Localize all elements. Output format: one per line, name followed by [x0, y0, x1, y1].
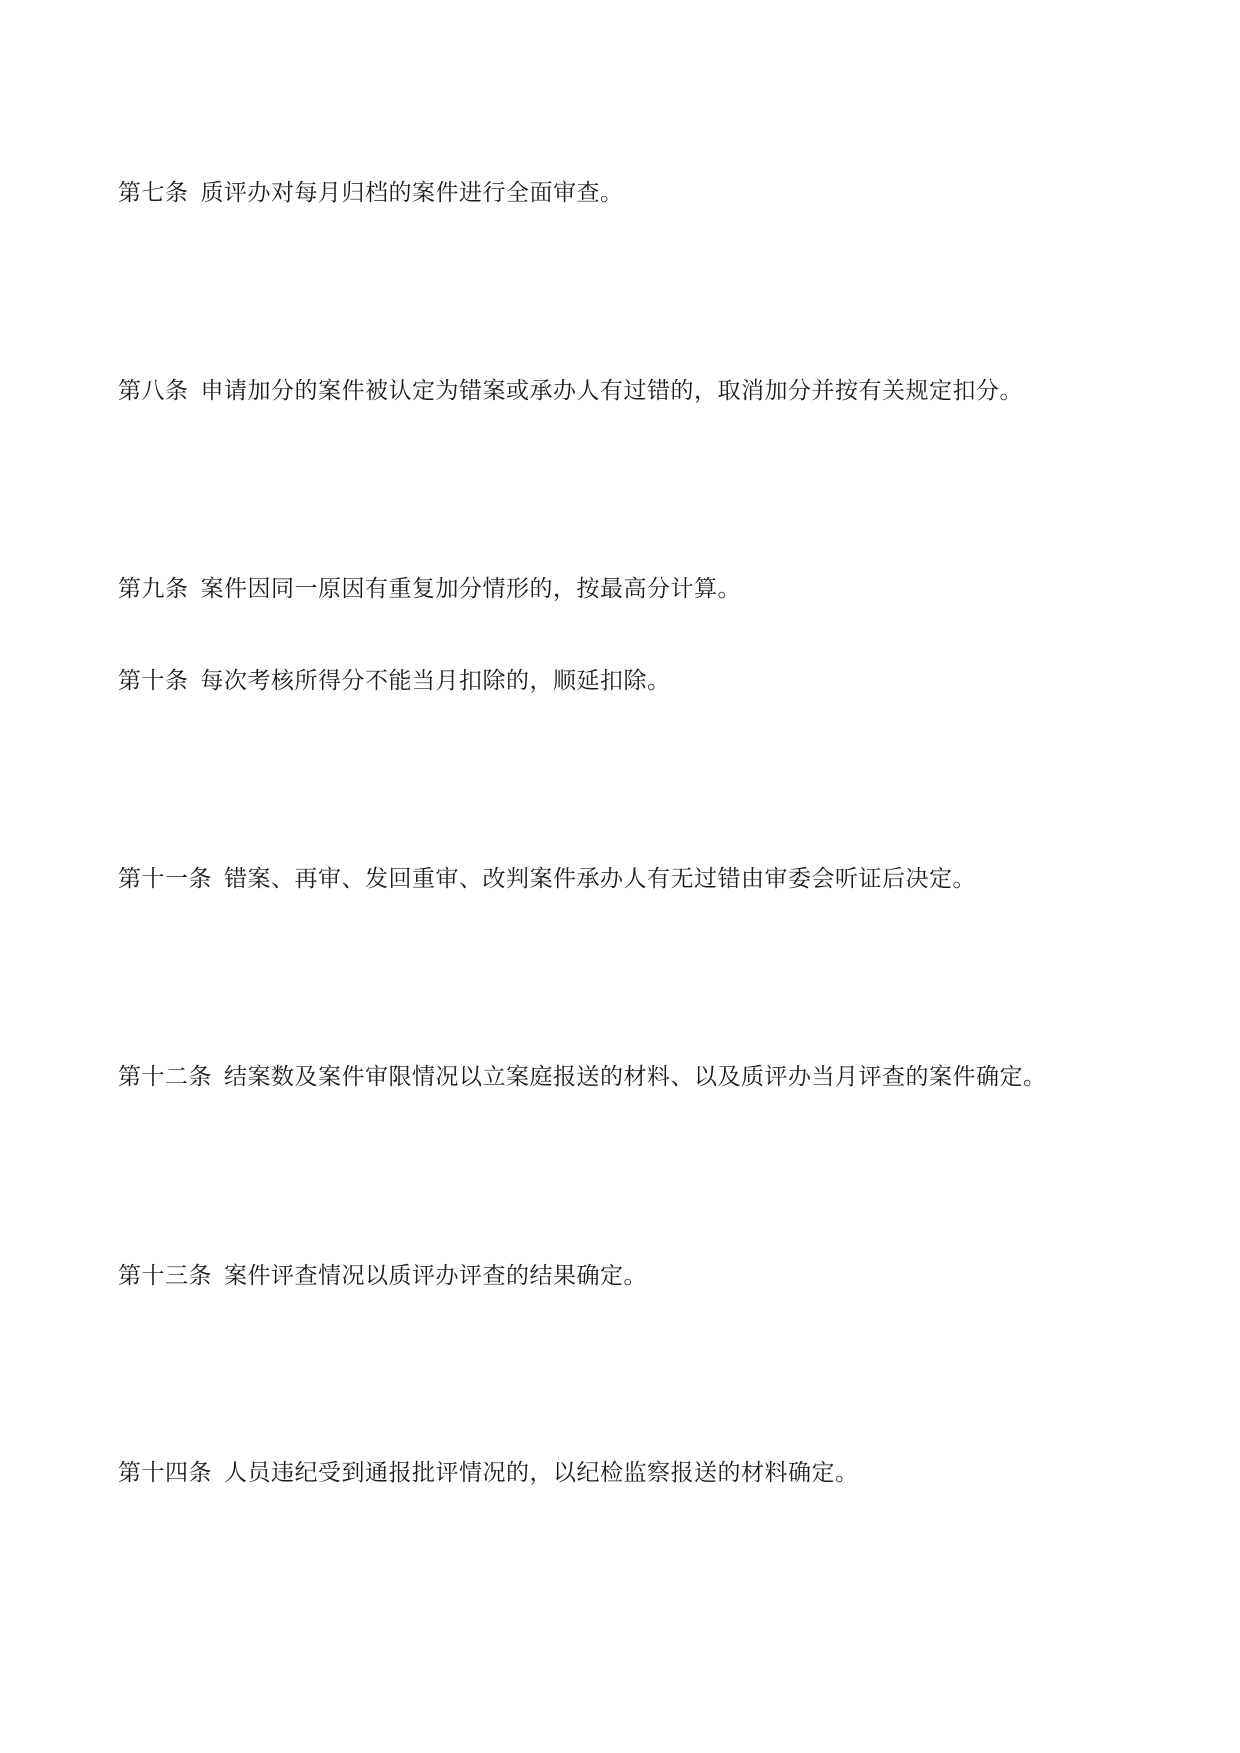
article-number: 第七条	[118, 180, 189, 206]
article-text: 错案、再审、发回重审、改判案件承办人有无过错由审委会听证后决定。	[224, 866, 976, 892]
article-number: 第十四条	[118, 1460, 212, 1486]
article-13	[118, 1261, 647, 1291]
article-text: 结案数及案件审限情况以立案庭报送的材料、以及质评办当月评查的案件确定。	[224, 1064, 1047, 1090]
article-number: 第八条	[118, 378, 189, 404]
article-text: 质评办对每月归档的案件进行全面审查。	[200, 180, 624, 206]
article-text: 每次考核所得分不能当月扣除的，顺延扣除。	[200, 668, 671, 694]
article-7	[118, 178, 624, 208]
article-text: 案件因同一原因有重复加分情形的，按最高分计算。	[200, 576, 741, 602]
article-number: 第十条	[118, 668, 189, 694]
article-11	[118, 864, 976, 894]
article-text: 案件评查情况以质评办评查的结果确定。	[224, 1263, 647, 1289]
article-text: 人员违纪受到通报批评情况的，以纪检监察报送的材料确定。	[224, 1460, 859, 1486]
article-12	[118, 1062, 1047, 1092]
article-number: 第十三条	[118, 1263, 212, 1289]
article-number: 第十一条	[118, 866, 212, 892]
article-9	[118, 574, 741, 604]
article-number: 第九条	[118, 576, 189, 602]
article-8	[118, 376, 1023, 406]
article-text: 申请加分的案件被认定为错案或承办人有过错的，取消加分并按有关规定扣分。	[200, 378, 1023, 404]
article-14	[118, 1458, 859, 1488]
article-number: 第十二条	[118, 1064, 212, 1090]
article-10	[118, 666, 671, 696]
